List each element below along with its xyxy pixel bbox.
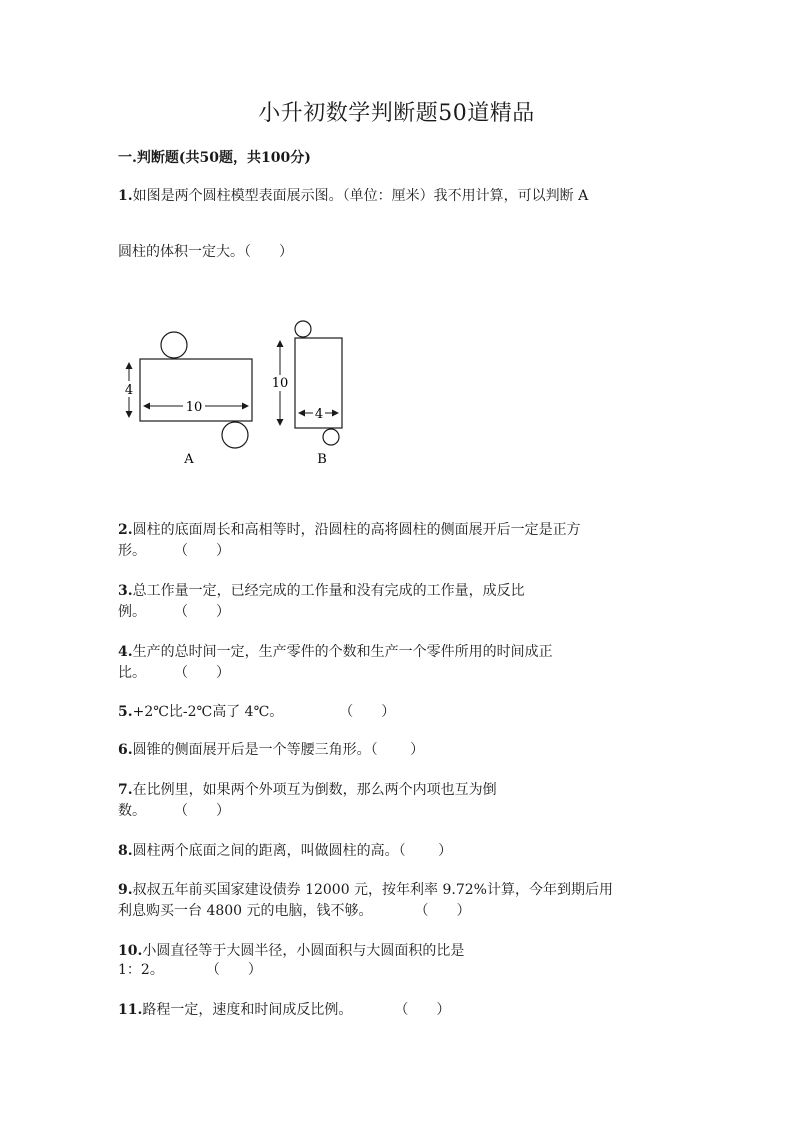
cylinder-a-net (122, 332, 252, 467)
question-number: 4. (118, 644, 133, 660)
question-number: 11. (118, 1002, 143, 1018)
question-4-line-1 (118, 642, 553, 662)
question-text: 圆锥的侧面展开后是一个等腰三角形。（ ） (132, 742, 425, 758)
question-11-line-1 (118, 1000, 450, 1020)
question-2-line-1 (118, 520, 581, 540)
question-number: 10. (118, 943, 143, 959)
cylinder-a-name: A (184, 452, 194, 467)
question-text: 小圆直径等于大圆半径，小圆面积与大圆面积的比是 (142, 943, 465, 959)
question-number: 3. (118, 583, 133, 599)
question-9-line-1 (118, 880, 613, 900)
cylinder-a-top-circle (161, 332, 187, 358)
question-text: 总工作量一定，已经完成的工作量和没有完成的工作量，成反比 (132, 583, 525, 599)
question-text: 路程一定，速度和时间成反比例。 （ ） (142, 1002, 451, 1018)
question-1-line-1 (118, 186, 588, 206)
question-number: 5. (118, 704, 133, 720)
question-10-line-2: 1：2。 （ ） (118, 962, 262, 978)
question-number: 9. (118, 882, 133, 898)
question-6-line-1 (118, 740, 424, 760)
page-title: 小升初数学判断题50道精品 (258, 101, 535, 126)
question-text: +2℃比-2℃高了 4℃。 （ ） (132, 704, 396, 720)
question-10-line-1 (118, 941, 464, 961)
question-1-line-2: 圆柱的体积一定大。（ ） (118, 244, 293, 260)
question-text: 在比例里，如果两个外项互为倒数，那么两个内项也互为倒 (132, 782, 497, 798)
question-text: 圆柱两个底面之间的距离，叫做圆柱的高。（ ） (132, 843, 453, 859)
question-3-line-1 (118, 581, 525, 601)
question-number: 2. (118, 522, 133, 538)
question-number: 6. (118, 742, 133, 758)
section-heading: 一.判断题(共50题，共100分) (118, 150, 311, 166)
cylinder-b-top-circle (295, 321, 311, 337)
cylinder-a-width-label: 10 (185, 400, 203, 415)
question-number: 8. (118, 843, 133, 859)
cylinder-nets-figure (110, 315, 370, 475)
question-number: 7. (118, 782, 133, 798)
cylinder-b-width-label: 4 (314, 407, 324, 422)
cylinder-a-bottom-circle (222, 422, 248, 448)
cylinder-b-net (270, 321, 342, 467)
cylinder-b-bottom-circle (323, 429, 339, 445)
question-9-line-2: 利息购买一台 4800 元的电脑，钱不够。 （ ） (118, 903, 471, 919)
cylinder-a-height-label: 4 (124, 383, 134, 398)
question-3-line-2: 例。 （ ） (118, 604, 230, 620)
question-text: 叔叔五年前买国家建设债券 12000 元，按年利率 9.72%计算，今年到期后用 (132, 882, 613, 898)
question-4-line-2: 比。 （ ） (118, 665, 230, 681)
question-text: 圆柱的底面周长和高相等时，沿圆柱的高将圆柱的侧面展开后一定是正方 (132, 522, 581, 538)
question-number: 1. (118, 188, 133, 204)
cylinder-b-name: B (317, 452, 327, 467)
question-5-line-1 (118, 702, 395, 722)
question-text: 生产的总时间一定，生产零件的个数和生产一个零件所用的时间成正 (132, 644, 553, 660)
question-7-line-1 (118, 780, 497, 800)
question-7-line-2: 数。 （ ） (118, 803, 230, 819)
question-2-line-2: 形。 （ ） (118, 543, 230, 559)
question-text: 如图是两个圆柱模型表面展示图。（单位：厘米）我不用计算，可以判断 A (132, 188, 589, 204)
question-8-line-1 (118, 841, 452, 861)
cylinder-b-height-label: 10 (271, 376, 289, 391)
